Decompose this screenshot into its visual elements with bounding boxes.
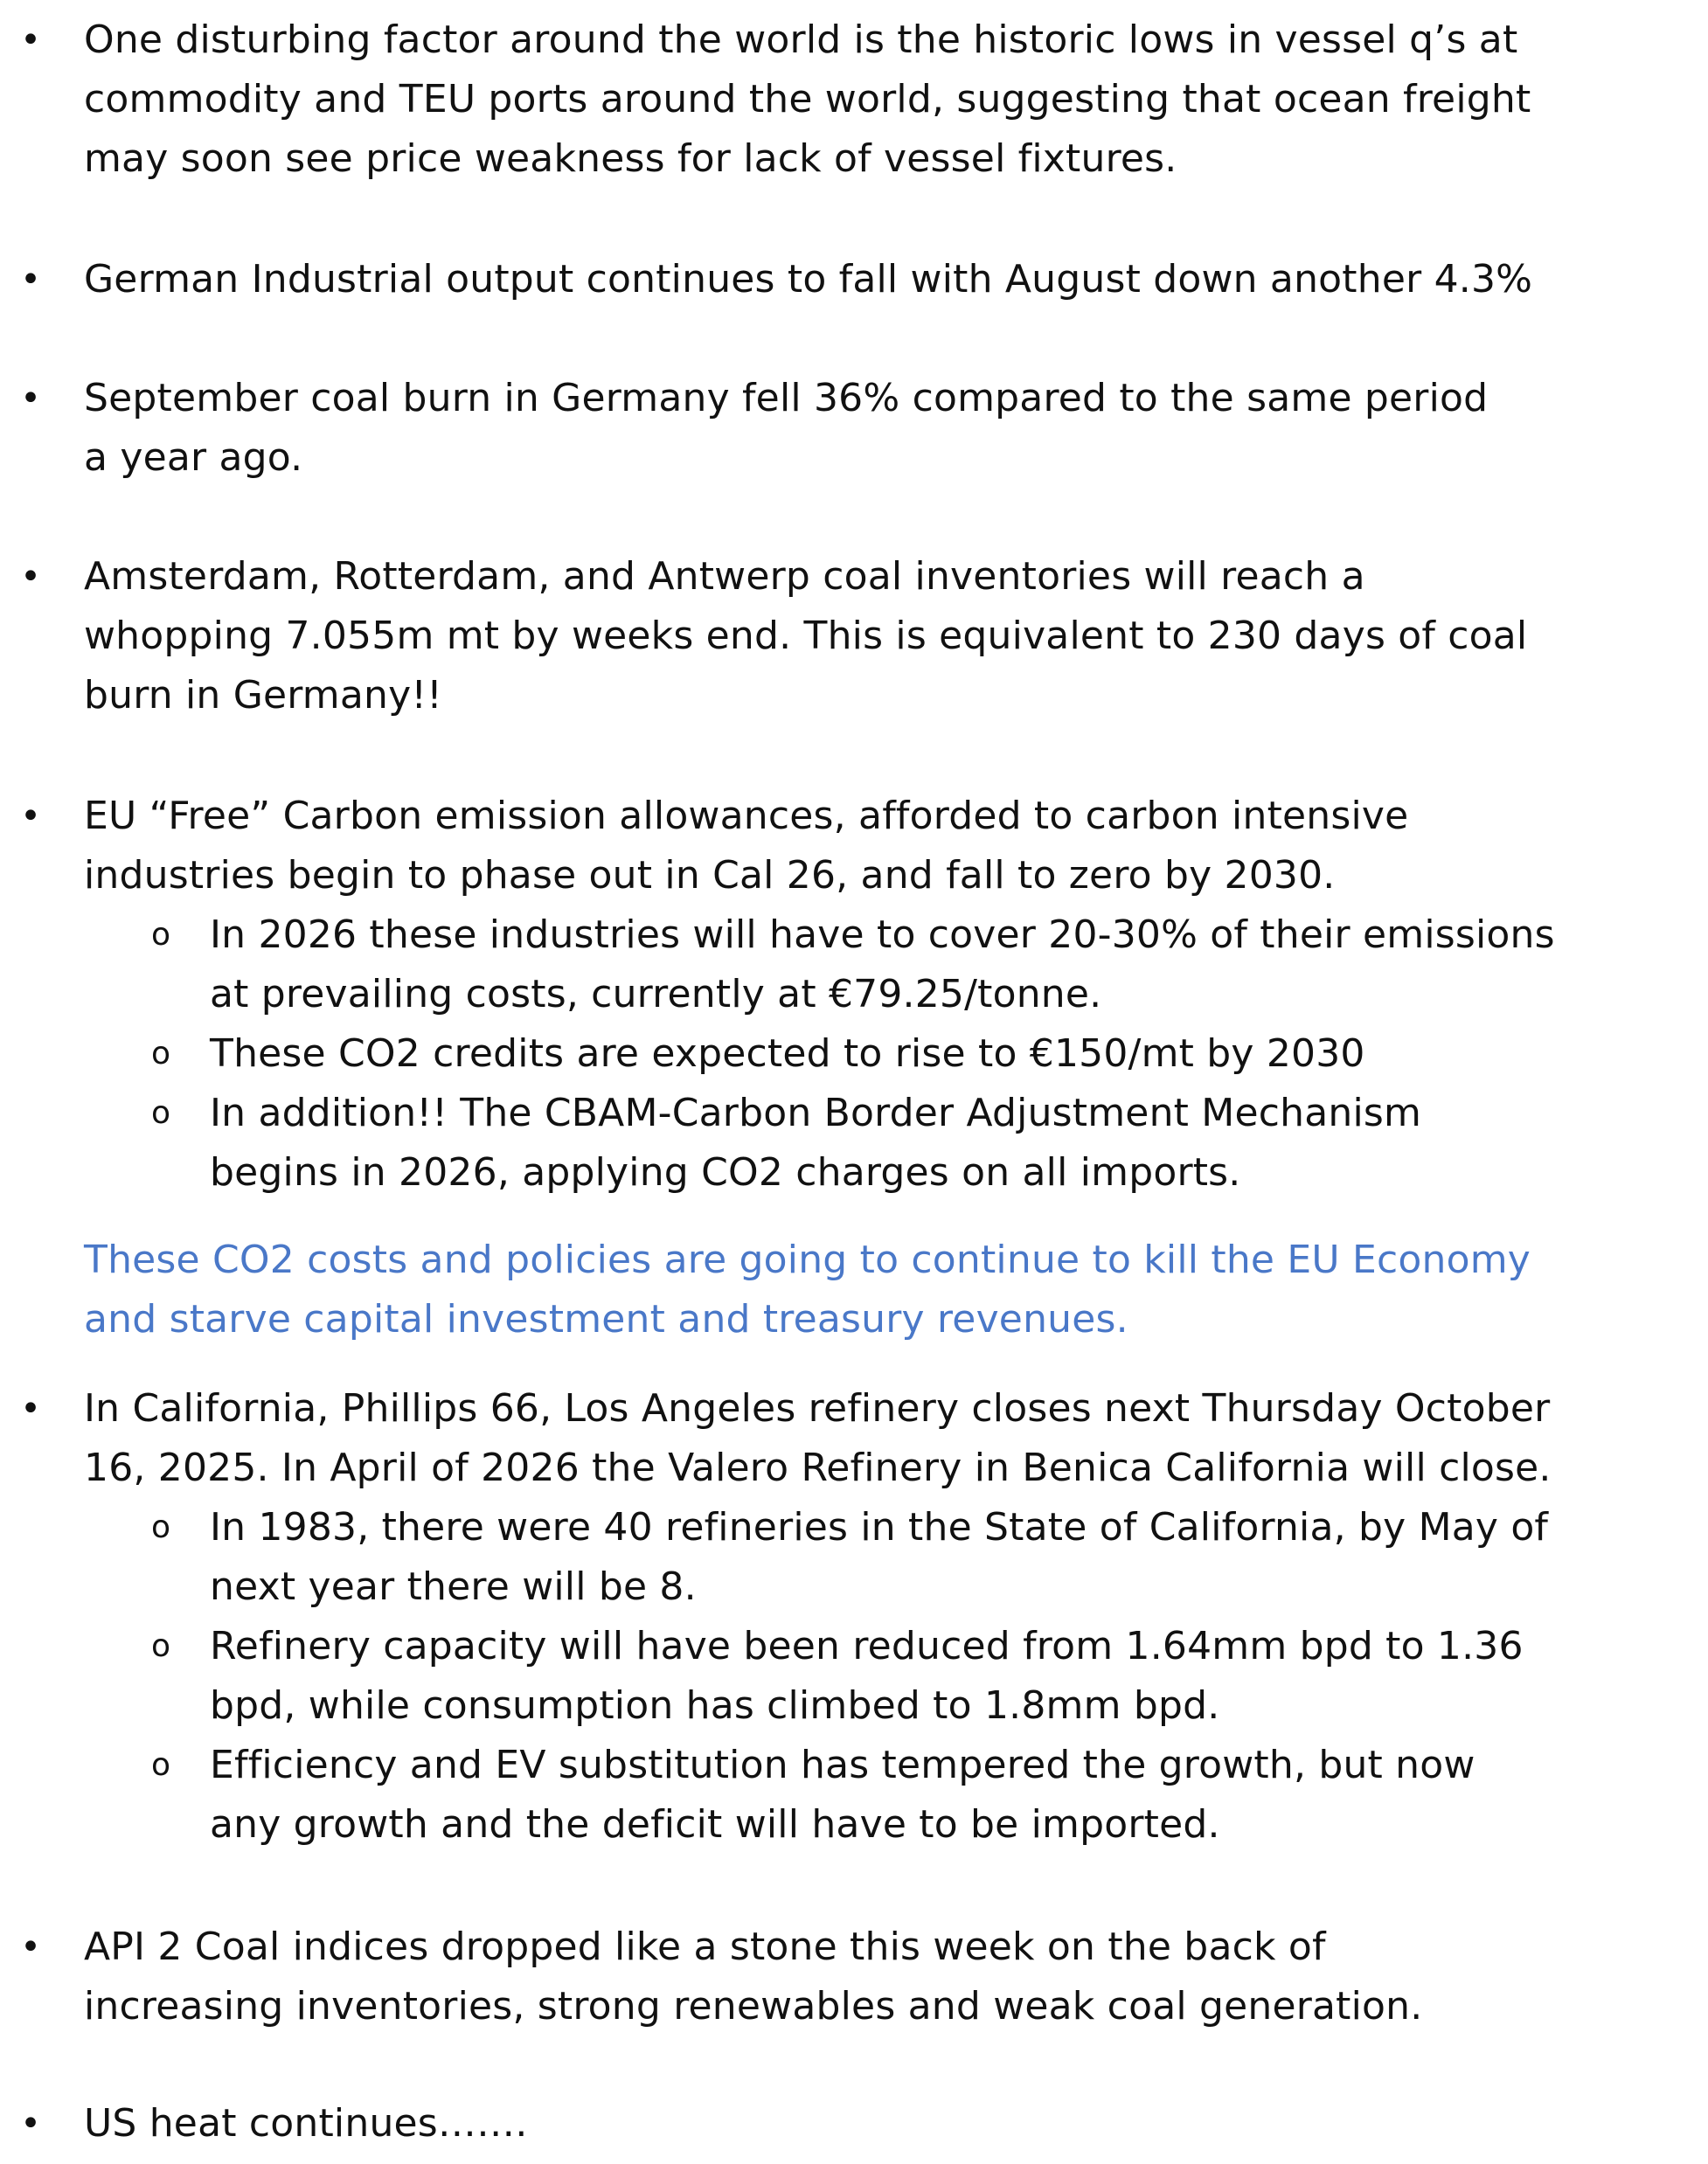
text-line: In 1983, there were 40 refineries in the State of California, by May of bbox=[210, 1505, 1549, 1550]
text-line: and starve capital investment and treasury revenues. bbox=[84, 1297, 1128, 1342]
bullet-marker: • bbox=[20, 260, 41, 300]
text-line: These CO2 credits are expected to rise to €150/mt by 2030 bbox=[210, 1031, 1365, 1076]
sub-bullet-marker: o bbox=[150, 917, 171, 953]
text-line: bpd, while consumption has climbed to 1.8mm bpd. bbox=[210, 1683, 1220, 1728]
text-line: Refinery capacity will have been reduced from 1.64mm bpd to 1.36 bbox=[210, 1624, 1524, 1668]
text-line: Efficiency and EV substitution has tempered the growth, but now bbox=[210, 1743, 1475, 1787]
sub-bullet-marker: o bbox=[150, 1509, 171, 1545]
text-line: US heat continues……. bbox=[84, 2101, 528, 2146]
sub-item-text bbox=[210, 1617, 1643, 1736]
bullet-marker: • bbox=[20, 557, 41, 597]
bullet-marker: • bbox=[20, 1389, 41, 1429]
sub-item-text bbox=[210, 1084, 1643, 1203]
list-item-text bbox=[84, 10, 1640, 189]
text-line: industries begin to phase out in Cal 26, and fall to zero by 2030. bbox=[84, 853, 1336, 898]
text-line: Amsterdam, Rotterdam, and Antwerp coal inventories will reach a bbox=[84, 554, 1365, 599]
text-line: burn in Germany!! bbox=[84, 673, 443, 718]
text-line: 16, 2025. In April of 2026 the Valero Refinery in Benica California will close. bbox=[84, 1446, 1552, 1490]
list-item-text bbox=[84, 369, 1640, 488]
sub-item-text bbox=[210, 1498, 1643, 1617]
list-item-text bbox=[84, 787, 1640, 905]
text-line: September coal burn in Germany fell 36% compared to the same period bbox=[84, 376, 1489, 420]
text-line: may soon see price weakness for lack of vessel fixtures. bbox=[84, 136, 1177, 181]
text-line: In California, Phillips 66, Los Angeles refinery closes next Thursday October bbox=[84, 1386, 1551, 1431]
text-line: These CO2 costs and policies are going to continue to kill the EU Economy bbox=[84, 1238, 1531, 1282]
list-item-text bbox=[84, 1379, 1640, 1498]
text-line: API 2 Coal indices dropped like a stone this week on the back of bbox=[84, 1925, 1326, 1969]
sub-bullet-marker: o bbox=[150, 1628, 171, 1664]
text-line: next year there will be 8. bbox=[210, 1564, 697, 1609]
bullet-marker: • bbox=[20, 378, 41, 419]
text-line: In addition!! The CBAM-Carbon Border Adjustment Mechanism bbox=[210, 1091, 1422, 1135]
list-item-text bbox=[84, 547, 1640, 725]
text-line: One disturbing factor around the world is the historic lows in vessel q’s at bbox=[84, 17, 1518, 62]
sub-bullet-marker: o bbox=[150, 1036, 171, 1072]
text-line: a year ago. bbox=[84, 435, 303, 480]
text-line: whopping 7.055m mt by weeks end. This is equivalent to 230 days of coal bbox=[84, 614, 1528, 658]
list-item-text bbox=[84, 2094, 1640, 2154]
text-line: German Industrial output continues to fall with August down another 4.3% bbox=[84, 257, 1533, 302]
list-item-text bbox=[84, 1918, 1640, 2036]
text-line: at prevailing costs, currently at €79.25/tonne. bbox=[210, 972, 1102, 1016]
text-line: In 2026 these industries will have to cover 20-30% of their emissions bbox=[210, 912, 1555, 957]
text-line: EU “Free” Carbon emission allowances, afforded to carbon intensive bbox=[84, 794, 1409, 838]
sub-bullet-marker: o bbox=[150, 1747, 171, 1783]
bullet-marker: • bbox=[20, 1927, 41, 1967]
text-line: begins in 2026, applying CO2 charges on all imports. bbox=[210, 1150, 1241, 1195]
commentary-text bbox=[84, 1231, 1640, 1349]
text-line: commodity and TEU ports around the world, suggesting that ocean freight bbox=[84, 77, 1531, 121]
bullet-marker: • bbox=[20, 796, 41, 836]
text-line: any growth and the deficit will have to be imported. bbox=[210, 1802, 1220, 1847]
sub-bullet-marker: o bbox=[150, 1095, 171, 1131]
text-line: increasing inventories, strong renewables and weak coal generation. bbox=[84, 1984, 1423, 2029]
sub-item-text bbox=[210, 905, 1643, 1024]
list-item-text bbox=[84, 250, 1640, 309]
sub-item-text bbox=[210, 1736, 1643, 1855]
bullet-marker: • bbox=[20, 20, 41, 60]
sub-item-text bbox=[210, 1024, 1643, 1084]
bullet-marker: • bbox=[20, 2104, 41, 2144]
